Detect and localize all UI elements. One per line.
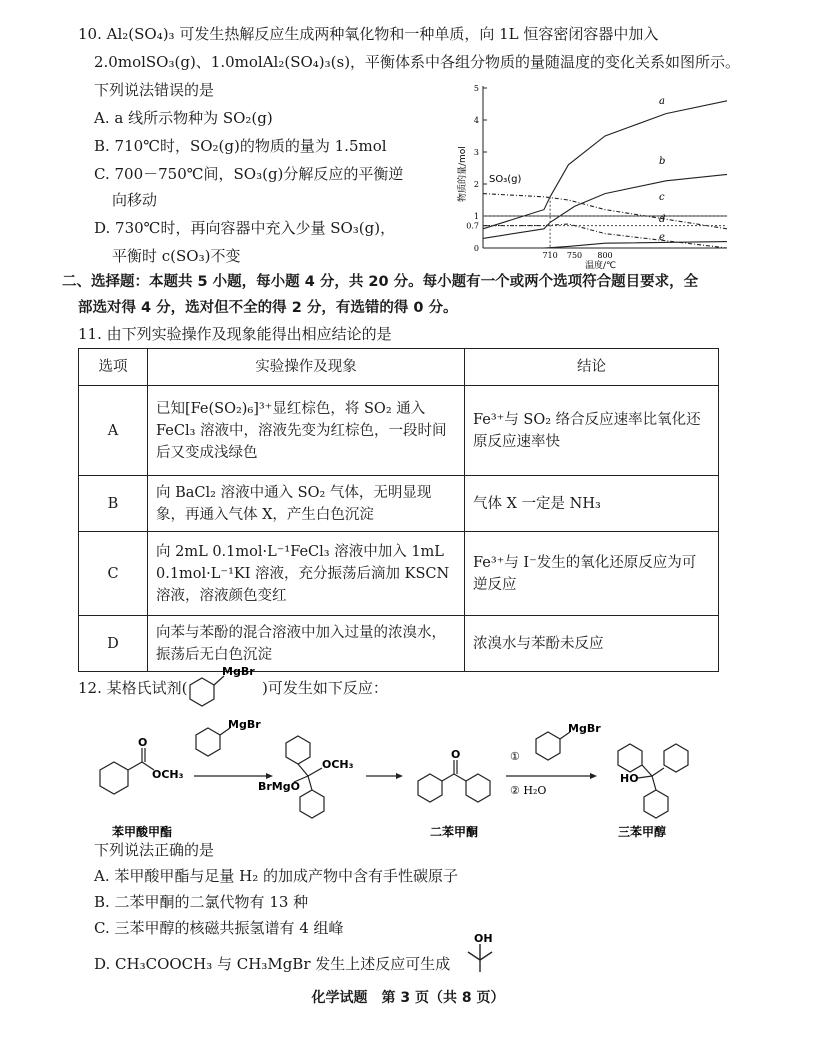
benzene-ring xyxy=(418,774,442,802)
section2-line2: 部选对得 4 分，选对但不全的得 2 分，有选错的得 0 分。 xyxy=(78,300,458,316)
q12-option-b: B. 二苯甲酮的二氯代物有 13 种 xyxy=(94,893,309,911)
benzene-ring xyxy=(196,728,220,756)
bond xyxy=(480,952,492,960)
benzene-ring xyxy=(286,736,310,764)
label-a: a xyxy=(659,96,665,107)
reagent-2-structure xyxy=(536,722,601,760)
oxygen-label: O xyxy=(138,736,148,749)
series-line-so3 xyxy=(483,194,727,229)
q10-option-c-cont: 向移动 xyxy=(112,191,158,209)
y-tick-label: 0.7 xyxy=(466,221,479,231)
y-tick-label: 2 xyxy=(473,180,479,189)
bond xyxy=(442,774,454,781)
name-benzophenone: 二苯甲酮 xyxy=(430,825,479,839)
q10-line1: 10. Al₂(SO₄)₃ 可发生热解反应生成两种氧化物和一种单质，向 1L 恒容密闭容器中加入 xyxy=(78,25,659,43)
bond xyxy=(308,768,322,776)
mgbr-label: MgBr xyxy=(222,665,255,678)
reaction-scheme xyxy=(90,718,750,848)
header-conclusion: 结论 xyxy=(465,349,719,386)
bond xyxy=(454,774,466,781)
benzene-ring xyxy=(100,762,128,794)
x-tick-label: 710 xyxy=(542,251,558,260)
oh-label: OH xyxy=(474,932,493,945)
section2-line1: 二、选择题：本题共 5 小题，每小题 4 分，共 20 分。每小题有一个或两个选项符合题目要求，全 xyxy=(62,274,699,290)
arrow-head xyxy=(396,773,403,779)
ho-label: HO xyxy=(620,772,639,785)
row-operation: 向苯与苯酚的混合溶液中加入过量的浓溴水，振荡后无白色沉淀 xyxy=(148,616,465,672)
y-tick-label: 5 xyxy=(473,84,479,93)
bond xyxy=(642,765,652,776)
name-triphenylmethanol: 三苯甲醇 xyxy=(618,825,667,839)
name-methyl-benzoate: 苯甲酸甲酯 xyxy=(112,825,173,839)
intermediate-structure xyxy=(258,736,354,818)
q12-stem-post: )可发生如下反应： xyxy=(262,679,388,697)
y-ticks xyxy=(466,84,487,253)
grignard-reagent-structure xyxy=(184,664,264,708)
bond xyxy=(638,776,652,778)
step-2-label: ② H₂O xyxy=(510,784,547,797)
label-b: b xyxy=(659,156,666,167)
q12-stem-pre: 12. 某格氏试剂( xyxy=(78,679,188,697)
x-tick-label: 750 xyxy=(566,251,583,260)
oxygen-label: O xyxy=(451,748,461,761)
row-option: A xyxy=(79,386,148,476)
q10-option-d: D. 730℃时，再向容器中充入少量 SO₃(g)， xyxy=(94,219,396,237)
q10-option-a: A. a 线所示物种为 SO₂(g) xyxy=(94,109,273,127)
table-row xyxy=(79,532,719,616)
step-1-label: ① xyxy=(510,750,520,763)
table-row xyxy=(79,616,719,672)
q10-line2: 2.0molSO₃(g)、1.0molAl₂(SO₄)₃(s)，平衡体系中各组分物质的量随温度的变化关系如图所示。 xyxy=(94,53,741,71)
table-header-row xyxy=(79,349,719,386)
benzene-ring xyxy=(536,732,560,760)
triphenylmethanol-structure xyxy=(618,744,688,818)
benzene-ring xyxy=(644,790,668,818)
label-c: c xyxy=(659,192,665,203)
q10-prompt: 下列说法错误的是 xyxy=(94,81,215,99)
table-row xyxy=(79,386,719,476)
q12-option-c: C. 三苯甲醇的核磁共振氢谱有 4 组峰 xyxy=(94,919,344,937)
header-option: 选项 xyxy=(79,349,148,386)
series-line-d xyxy=(483,224,727,248)
bond xyxy=(652,776,656,790)
q12-option-a: A. 苯甲酸甲酯与足量 H₂ 的加成产物中含有手性碳原子 xyxy=(94,867,459,885)
equilibrium-chart xyxy=(445,82,735,272)
bond xyxy=(652,768,664,776)
row-conclusion: 浓溴水与苯酚未反应 xyxy=(465,616,719,672)
q11-stem: 11. 由下列实验操作及现象能得出相应结论的是 xyxy=(78,325,392,343)
q10-option-b: B. 710℃时，SO₂(g)的物质的量为 1.5mol xyxy=(94,137,387,155)
y-tick-label: 0 xyxy=(473,244,479,253)
table-row xyxy=(79,476,719,532)
header-operation: 实验操作及现象 xyxy=(148,349,465,386)
row-operation: 向 2mL 0.1mol·L⁻¹FeCl₃ 溶液中加入 1mL 0.1mol·L⁻¹KI 溶液，充分振荡后滴加 KSCN 溶液，溶液颜色变红 xyxy=(148,532,465,616)
row-option: B xyxy=(79,476,148,532)
och3-label: OCH₃ xyxy=(152,768,184,781)
bond xyxy=(308,776,312,790)
reagent-1-structure xyxy=(196,718,261,756)
row-conclusion: 气体 X 一定是 NH₃ xyxy=(465,476,719,532)
arrow-head xyxy=(590,773,597,779)
bond xyxy=(468,952,480,960)
x-ticks xyxy=(542,251,612,260)
benzene-ring xyxy=(190,678,214,706)
y-tick-label: 4 xyxy=(473,116,479,125)
benzene-ring xyxy=(466,774,490,802)
x-axis-label: 温度/℃ xyxy=(585,261,617,271)
y-axis-label: 物质的量/mol xyxy=(458,146,468,202)
benzophenone-structure xyxy=(418,748,490,802)
methyl-benzoate-structure xyxy=(100,736,184,794)
brmgo-label: BrMgO xyxy=(258,780,300,793)
och3-label: OCH₃ xyxy=(322,758,354,771)
row-conclusion: Fe³⁺与 SO₂ 络合反应速率比氧化还原反应速率快 xyxy=(465,386,719,476)
arrow-head xyxy=(266,773,273,779)
q10-option-d-cont: 平衡时 c(SO₃)不变 xyxy=(112,247,241,265)
page-footer: 化学试题 第 3 页（共 8 页） xyxy=(311,990,505,1006)
row-conclusion: Fe³⁺与 I⁻发生的氧化还原反应为可逆反应 xyxy=(465,532,719,616)
label-e: e xyxy=(659,232,665,243)
row-operation: 已知[Fe(SO₂)₆]³⁺显红棕色，将 SO₂ 通入 FeCl₃ 溶液中，溶液先变为红棕色，一段时间后又变成浅绿色 xyxy=(148,386,465,476)
bond xyxy=(298,764,308,776)
y-tick-label: 1 xyxy=(473,212,479,221)
benzene-ring xyxy=(618,744,642,772)
q12-prompt: 下列说法正确的是 xyxy=(94,841,215,859)
x-tick-label: 800 xyxy=(597,251,613,260)
q11-table xyxy=(78,348,719,672)
tert-butanol-structure xyxy=(462,930,506,974)
q10-option-c: C. 700－750℃间，SO₃(g)分解反应的平衡逆 xyxy=(94,165,404,183)
bond xyxy=(128,762,142,770)
label-d: d xyxy=(659,214,666,225)
benzene-ring xyxy=(300,790,324,818)
guide-lines xyxy=(483,197,727,248)
row-option: C xyxy=(79,532,148,616)
mgbr-label: MgBr xyxy=(568,722,601,735)
y-tick-label: 3 xyxy=(473,148,479,157)
benzene-ring xyxy=(664,744,688,772)
mgbr-label: MgBr xyxy=(228,718,261,731)
q12-option-d: D. CH₃COOCH₃ 与 CH₃MgBr 发生上述反应可生成 xyxy=(94,955,451,973)
so3-annotation: SO₃(g) xyxy=(489,174,522,185)
row-operation: 向 BaCl₂ 溶液中通入 SO₂ 气体，无明显现象，再通入气体 X，产生白色沉淀 xyxy=(148,476,465,532)
row-option: D xyxy=(79,616,148,672)
